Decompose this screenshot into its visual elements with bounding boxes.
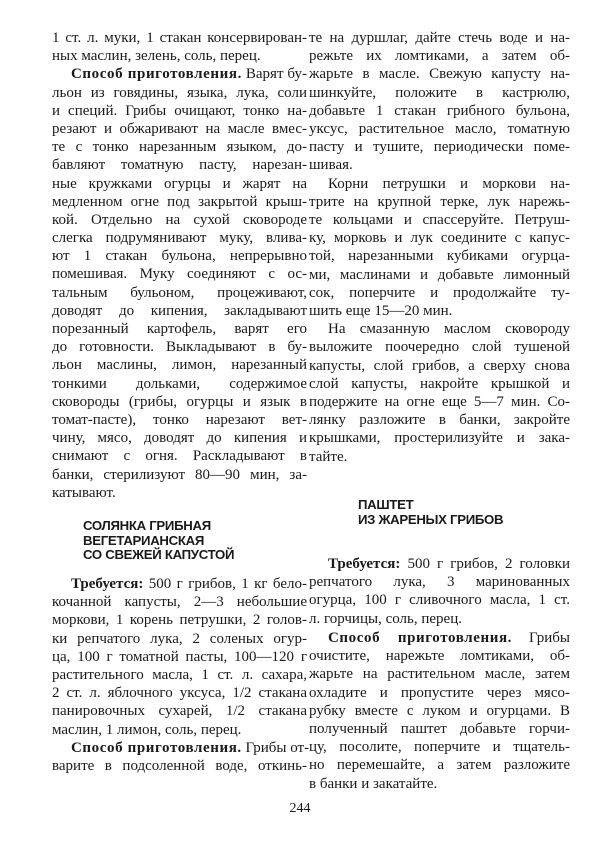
text-line: полученный паштет добавьте горчи- bbox=[309, 720, 570, 737]
text-line: ют 1 стакан бульона, непрерывно bbox=[52, 248, 307, 265]
text-line: до готовности. Выкладывают в бу- bbox=[52, 339, 307, 356]
text-line: 2 ст. л. яблочного уксуса, 1/2 стакана bbox=[52, 685, 307, 702]
text-line: подержите на огне еще 5—7 мин. Со- bbox=[309, 393, 570, 410]
paragraph bbox=[52, 575, 307, 739]
paragraph bbox=[309, 555, 570, 628]
text-line: тайте. bbox=[309, 448, 348, 465]
text-line: панировочных сухарей, 1/2 стакана bbox=[52, 703, 307, 720]
text-line: льон маслины, лимон, нарезанный bbox=[52, 357, 307, 374]
text-line: резают и обжаривают на масле вмес- bbox=[52, 120, 307, 137]
recipe-heading bbox=[358, 498, 570, 527]
text-line: жарьте на растительном масле, затем bbox=[309, 666, 570, 683]
text-line: медленном огне под закрытой крыш- bbox=[52, 193, 307, 210]
paragraph-lead: Способ приготовления. bbox=[71, 66, 242, 83]
text-line: ных маслин, зелень, соль, перец. bbox=[52, 48, 261, 65]
text-line: снимают с огня. Раскладывают в bbox=[52, 448, 307, 465]
text-line: маслин, 1 лимон, соль, перец. bbox=[52, 721, 242, 738]
paragraph bbox=[52, 29, 307, 65]
text-line: кой. Отдельно на сухой сковороде bbox=[52, 211, 307, 228]
text-line: банки, стерилизуют 80—90 мин, за- bbox=[52, 466, 307, 483]
text-line: капусты, слой грибов, а сверху снова bbox=[309, 357, 570, 374]
heading-line: СОЛЯНКА ГРИБНАЯ bbox=[83, 518, 211, 533]
text-line: л. горчицы, соль, перец. bbox=[309, 610, 462, 627]
text-line: сок, поперчите и продолжайте ту- bbox=[309, 284, 570, 301]
text-line: льон из говядины, языка, лука, соли bbox=[52, 84, 307, 101]
text-line: На смазанную маслом сковороду bbox=[328, 321, 570, 338]
paragraph bbox=[309, 320, 570, 466]
text-line: те кольцами и спассеруйте. Петруш- bbox=[309, 211, 570, 228]
line-text: 500 г грибов, 1 кг бело- bbox=[143, 576, 307, 592]
text-line: огурца, 100 г сливочного масла, 1 ст. bbox=[309, 592, 570, 609]
text-line: катывают. bbox=[52, 484, 116, 501]
text-line: 1 ст. л. муки, 1 стакан консервирован- bbox=[52, 30, 307, 46]
text-line: и специй. Грибы очищают, тонко на- bbox=[52, 102, 307, 119]
text-line: чину, мясо, доводят до кипения и bbox=[52, 430, 307, 447]
text-line: порезанный картофель, варят его bbox=[52, 321, 307, 338]
text-line: помешивая. Муку соединяют с ос- bbox=[52, 266, 307, 283]
text-line: слегка подрумянивают муку, влива- bbox=[52, 230, 307, 247]
text-line: слой капусты, накройте крышкой и bbox=[309, 375, 570, 392]
text-line bbox=[309, 555, 570, 573]
text-line: ку, морковь и лук соедините с капус- bbox=[309, 230, 570, 247]
text-line bbox=[309, 629, 570, 647]
paragraph bbox=[52, 65, 307, 502]
text-line: шивая. bbox=[309, 157, 353, 174]
text-line: но перемешайте, а затем разложите bbox=[309, 757, 570, 774]
text-line: уксус, растительное масло, томатную bbox=[309, 120, 570, 137]
text-line: выложите поочередно слой тушеной bbox=[309, 339, 570, 356]
text-line bbox=[52, 739, 310, 757]
text-line: доводят до кипения, закладывают bbox=[52, 302, 307, 319]
text-line: добавьте 1 стакан грибного бульона, bbox=[309, 102, 570, 119]
text-line: томат-пасте), тонко нарезают вет- bbox=[52, 411, 307, 428]
paragraph bbox=[309, 175, 570, 321]
text-line: крышками, простерилизуйте и зака- bbox=[309, 430, 570, 447]
paragraph-lead: Требуется: bbox=[71, 576, 144, 592]
recipe-heading bbox=[83, 519, 307, 563]
text-line: лянку разложите в банки, закройте bbox=[309, 412, 570, 429]
text-line: шинкуйте, положите в кастрюлю, bbox=[309, 84, 570, 101]
text-line: режьте их ломтиками, а затем об- bbox=[309, 48, 570, 65]
line-text: Грибы от- bbox=[241, 740, 310, 756]
text-line: шить еще 15—20 мин. bbox=[309, 302, 453, 319]
paragraph-lead: Способ приготовления. bbox=[328, 630, 513, 646]
text-line: охладите и пропустите через мясо- bbox=[309, 684, 570, 701]
heading-line: СО СВЕЖЕЙ КАПУСТОЙ bbox=[83, 547, 235, 562]
text-line: ца, 100 г томатной пасты, 100—120 г bbox=[52, 648, 307, 665]
text-line bbox=[52, 65, 307, 83]
heading-line: ИЗ ЖАРЕНЫХ ГРИБОВ bbox=[358, 511, 504, 527]
text-line: ки репчатого лука, 2 соленых огур- bbox=[52, 630, 307, 647]
line-text: Варят бу- bbox=[241, 66, 307, 83]
text-line: те с тонко нарезанным языком, до- bbox=[52, 139, 307, 156]
text-line: тальным бульоном, процеживают, bbox=[52, 284, 307, 301]
text-line: ми, маслинами и добавьте лимонный bbox=[309, 266, 570, 283]
text-line: репчатого лука, 3 маринованных bbox=[309, 574, 570, 591]
text-line: те на дуршлаг, дайте стечь воде и на- bbox=[309, 30, 570, 46]
text-line: жарьте в масле. Свежую капусту на- bbox=[309, 66, 570, 83]
text-line: кочанной капусты, 2—3 небольшие bbox=[52, 594, 307, 611]
paragraph bbox=[52, 739, 310, 775]
text-line bbox=[52, 575, 307, 593]
text-line: пасту и тушите, периодически поме- bbox=[309, 139, 570, 156]
text-line: сковороды (грибы, огурцы и язык в bbox=[52, 393, 307, 410]
text-line: рубку вместе с луком и огурцами. В bbox=[309, 702, 570, 719]
heading-line: ВЕГЕТАРИАНСКАЯ bbox=[83, 532, 205, 548]
text-line: моркови, 1 корень петрушки, 2 голов- bbox=[52, 612, 307, 629]
paragraph-lead: Способ приготовления. bbox=[71, 740, 242, 756]
text-line: цу, посолите, поперчите и тщатель- bbox=[309, 739, 570, 756]
text-line: ные кружками огурцы и жарят на bbox=[52, 175, 307, 192]
paragraph-lead: Требуется: bbox=[328, 556, 401, 572]
text-line: варите в подсоленной воде, откинь- bbox=[52, 758, 307, 775]
heading-line: ПАШТЕТ bbox=[358, 497, 414, 512]
text-line: трите на крупной терке, лук нарежь- bbox=[309, 193, 570, 210]
page-number: 244 bbox=[289, 801, 311, 816]
paragraph bbox=[309, 29, 570, 175]
text-line: растительного масла, 1 ст. л. сахара, bbox=[52, 666, 307, 683]
paragraph bbox=[309, 629, 570, 793]
line-text: 500 г грибов, 2 головки bbox=[400, 556, 570, 572]
line-text: Грибы bbox=[512, 630, 570, 646]
text-line: тонкими дольками, содержимое bbox=[52, 375, 307, 392]
text-line: очистите, нарежьте ломтиками, об- bbox=[309, 648, 570, 665]
text-line: бавляют томатную пасту, нарезан- bbox=[52, 157, 307, 174]
text-line: в банки и закатайте. bbox=[309, 775, 438, 792]
text-line: той, нарезанными кубиками огурца- bbox=[309, 248, 570, 265]
text-line: Корни петрушки и моркови на- bbox=[328, 175, 570, 192]
